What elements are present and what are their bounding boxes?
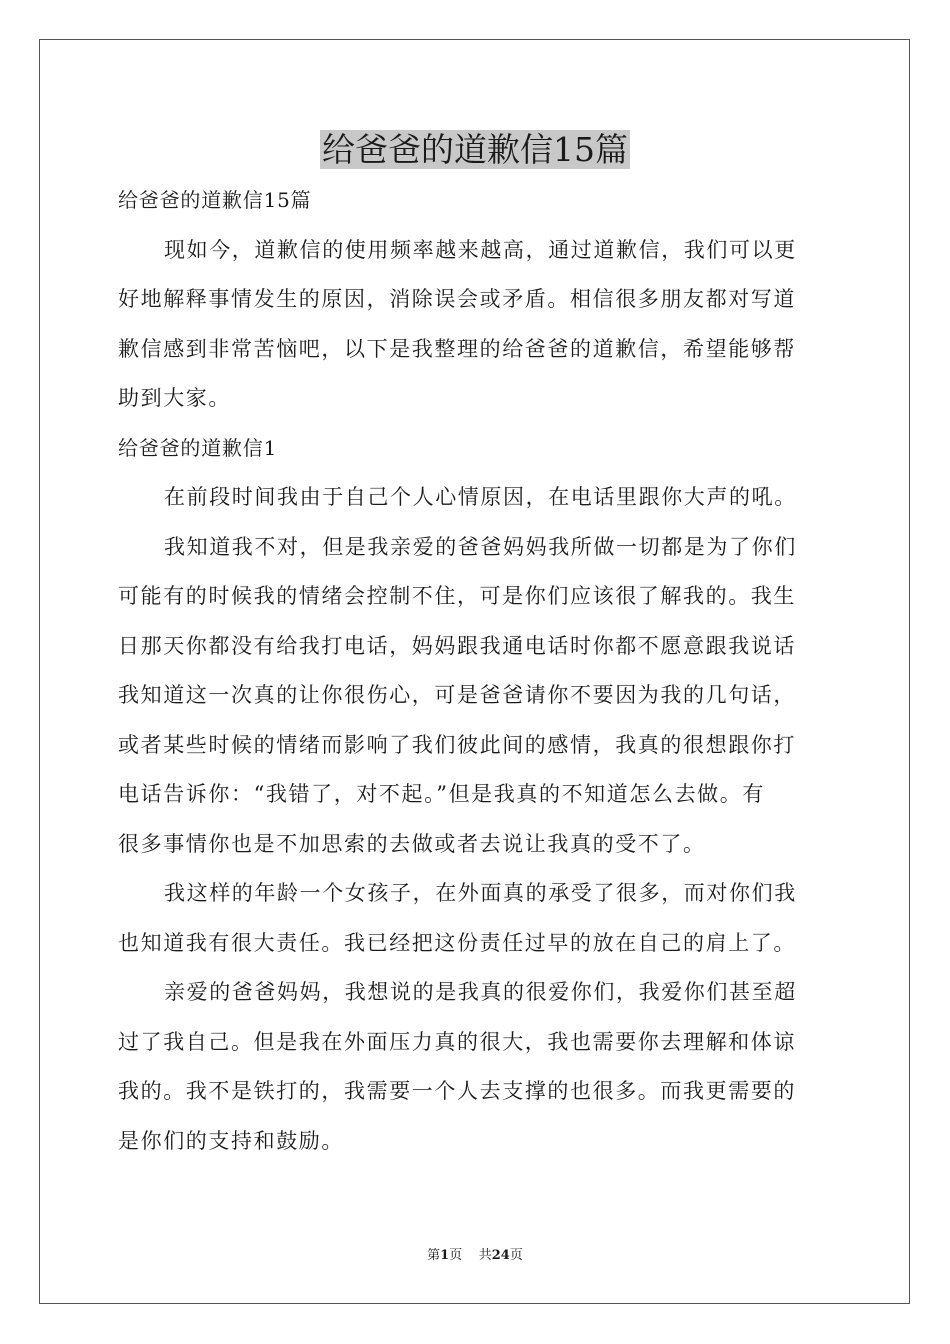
paragraph-line: 也知道我有很大责任。我已经把这份责任过早的放在自己的肩上了。 — [118, 930, 796, 955]
page-number: 1 — [440, 1248, 450, 1263]
paragraph-line: 我的。我不是铁打的，我需要一个人去支撑的也很多。而我更需要的 — [118, 1079, 796, 1103]
paragraph-line: 或者某些时候的情绪而影响了我们彼此间的感情，我真的很想跟你打 — [118, 732, 796, 757]
paragraph-line: 过了我自己。但是我在外面压力真的很大，我也需要你去理解和体谅 — [118, 1029, 796, 1054]
total-label-suffix: 页 — [509, 1248, 523, 1263]
paragraph-line: 在前段时间我由于自己个人心情原因，在电话里跟你大声的吼。 — [164, 485, 797, 509]
document-title-text: 给爸爸的道歉信15篇 — [322, 130, 628, 169]
intro-line: 歉信感到非常苦恼吧，以下是我整理的给爸爸的道歉信，希望能够帮 — [118, 336, 796, 361]
paragraph-line: 可能有的时候我的情绪会控制不住，可是你们应该很了解我的。我生 — [118, 584, 796, 608]
document-title — [0, 126, 950, 174]
document-body — [118, 176, 832, 1166]
body-paragraph-4 — [118, 968, 832, 1166]
paragraph-line: 我知道这一次真的让你很伤心，可是爸爸请你不要因为我的几句话， — [118, 683, 796, 707]
document-subtitle: 给爸爸的道歉信15篇 — [118, 188, 312, 212]
paragraph-line: 是你们的支持和鼓励。 — [118, 1128, 344, 1153]
paragraph-line: 很多事情你也是不加思索的去做或者去说让我真的受不了。 — [118, 831, 706, 856]
intro-paragraph — [118, 226, 832, 424]
paragraph-line: 日那天你都没有给我打电话，妈妈跟我通电话时你都不愿意跟我说话 — [118, 633, 796, 658]
total-label-prefix: 共 — [478, 1248, 492, 1263]
intro-line: 助到大家。 — [118, 386, 231, 410]
page-label-suffix: 页 — [449, 1248, 463, 1263]
intro-line: 现如今，道歉信的使用频率越来越高，通过道歉信，我们可以更 — [164, 237, 797, 262]
paragraph-line: 亲爱的爸爸妈妈，我想说的是我真的很爱你们，我爱你们甚至超 — [164, 980, 797, 1004]
page-footer — [0, 1246, 950, 1266]
page-label-prefix: 第 — [427, 1248, 441, 1263]
body-paragraph-2 — [118, 523, 832, 870]
section-heading: 给爸爸的道歉信1 — [118, 435, 278, 460]
body-paragraph-3 — [118, 869, 832, 968]
intro-line: 好地解释事情发生的原因，消除误会或矛盾。相信很多朋友都对写道 — [118, 287, 796, 311]
body-paragraph-1 — [118, 473, 832, 523]
total-pages: 24 — [491, 1248, 510, 1263]
paragraph-line: 电话告诉你：“我错了，对不起。”但是我真的不知道怎么去做。有 — [118, 782, 765, 806]
paragraph-line: 我这样的年龄一个女孩子，在外面真的承受了很多，而对你们我 — [164, 881, 797, 905]
paragraph-line: 我知道我不对，但是我亲爱的爸爸妈妈我所做一切都是为了你们 — [164, 534, 797, 559]
